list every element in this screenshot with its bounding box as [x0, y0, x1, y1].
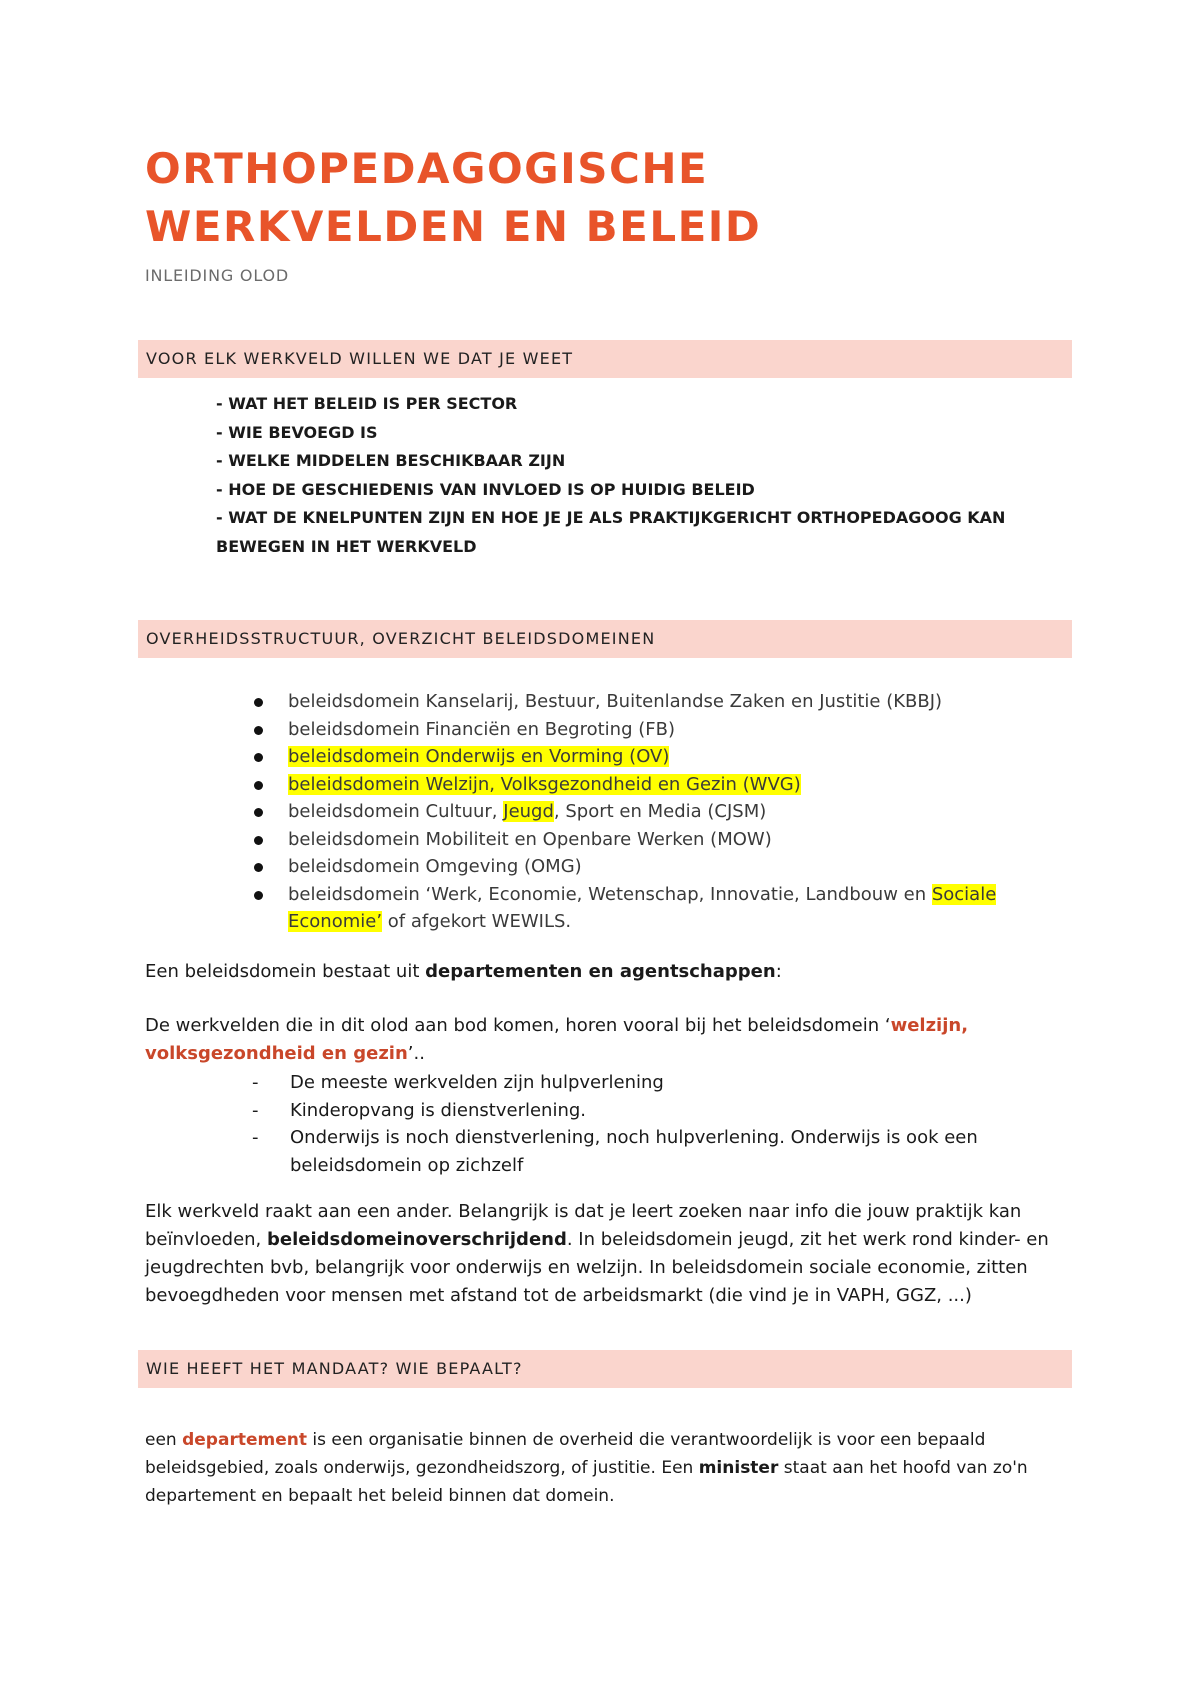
text: beïnvloeden, — [145, 1229, 268, 1250]
list-item — [250, 826, 1070, 854]
text: Een beleidsdomein bestaat uit — [145, 961, 426, 982]
text: : — [775, 961, 782, 982]
dash-marker: - — [252, 1099, 259, 1121]
highlighted-text: beleidsdomein Welzijn, Volksgezondheid en Gezin (WVG) — [288, 773, 801, 795]
list-item: BEWEGEN IN HET WERKVELD — [216, 536, 477, 556]
text-line — [145, 1454, 1075, 1482]
title-line-2: WERKVELDEN EN BELEID — [145, 202, 762, 251]
highlighted-text: beleidsdomein Onderwijs en Vorming (OV) — [288, 746, 670, 767]
list-item — [250, 853, 1070, 881]
section-heading-3: WIE HEEFT HET MANDAAT? WIE BEPAALT? — [138, 1350, 1072, 1388]
bold-text: beleidsdomeinoverschrijdend — [267, 1229, 567, 1250]
list-item: - HOE DE GESCHIEDENIS VAN INVLOED IS OP HUIDIG BELEID — [216, 479, 755, 499]
document-subtitle: INLEIDING OLOD — [145, 266, 289, 285]
section-heading-2: OVERHEIDSSTRUCTUUR, OVERZICHT BELEIDSDOMEINEN — [138, 620, 1072, 658]
text: ’.. — [407, 1043, 425, 1064]
list-item — [250, 881, 1070, 936]
bullet-icon — [254, 698, 263, 707]
text-line — [145, 1426, 1075, 1454]
title-line-1: ORTHOPEDAGOGISCHE — [145, 144, 709, 193]
emphasis-text: welzijn, — [890, 1015, 969, 1036]
text-line: jeugdrechten bvb, belangrijk voor onderwijs en welzijn. In beleidsdomein sociale economie, zitten — [145, 1257, 1028, 1278]
list-item — [250, 688, 1070, 716]
list-item: - WIE BEVOEGD IS — [216, 422, 378, 442]
item-text: , Sport en Media (CJSM) — [553, 801, 767, 822]
text-line: Elk werkveld raakt aan een ander. Belangrijk is dat je leert zoeken naar info die jouw praktijk kan — [145, 1201, 1022, 1222]
dash-marker: - — [252, 1127, 259, 1148]
paragraph-mandate — [145, 1426, 1075, 1510]
bullet-icon — [254, 863, 263, 872]
highlighted-text: Jeugd — [503, 801, 554, 822]
item-text: beleidsdomein Mobiliteit en Openbare Werken (MOW) — [288, 828, 772, 850]
item-text: beleidsdomein op zichzelf — [290, 1154, 524, 1176]
document-title — [145, 140, 761, 256]
item-text: Onderwijs is noch dienstverlening, noch hulpverlening. Onderwijs is ook een — [290, 1127, 978, 1148]
text-line: bevoegdheden voor mensen met afstand tot de arbeidsmarkt (die vind je in VAPH, GGZ, ...) — [145, 1285, 972, 1306]
bullet-icon — [254, 726, 263, 735]
text: is een organisatie binnen de overheid die verantwoordelijk is voor een bepaald — [306, 1430, 986, 1450]
text-line: departement en bepaalt het beleid binnen dat domein. — [145, 1486, 615, 1506]
text: een — [145, 1430, 183, 1450]
paragraph-werkvelden — [145, 1012, 1075, 1068]
item-text: beleidsdomein Cultuur, — [288, 801, 504, 822]
text: . In beleidsdomein jeugd, zit het werk rond kinder- en — [566, 1229, 1049, 1250]
bullet-icon — [254, 753, 263, 762]
item-text: Kinderopvang is dienstverlening. — [290, 1099, 587, 1121]
highlighted-text: Economie’ — [288, 911, 383, 932]
policy-domain-list — [250, 688, 1070, 936]
list-item — [250, 798, 1070, 826]
list-item: - WAT DE KNELPUNTEN ZIJN EN HOE JE JE ALS PRAKTIJKGERICHT ORTHOPEDAGOOG KAN — [216, 508, 1006, 527]
item-text: beleidsdomein ‘Werk, Economie, Wetenschap, Innovatie, Landbouw en — [288, 883, 932, 905]
paragraph-cross-domain — [145, 1198, 1075, 1310]
item-text: of afgekort WEWILS. — [382, 911, 572, 932]
list-item: - WAT HET BELEID IS PER SECTOR — [216, 394, 518, 413]
text-line — [145, 1226, 1075, 1254]
highlighted-text: Sociale — [931, 883, 997, 905]
item-text: beleidsdomein Omgeving (OMG) — [288, 856, 582, 877]
dash-list — [252, 1069, 1012, 1179]
bullet-icon — [254, 781, 263, 790]
list-item — [252, 1097, 1012, 1125]
list-item — [250, 716, 1070, 744]
dash-marker: - — [252, 1072, 259, 1093]
emphasis-text: departement — [182, 1430, 307, 1450]
emphasis-text: volksgezondheid en gezin — [145, 1043, 408, 1064]
section-heading-1: VOOR ELK WERKVELD WILLEN WE DAT JE WEET — [138, 340, 1072, 378]
list-item — [252, 1124, 1012, 1179]
bullet-icon — [254, 836, 263, 845]
list-item — [250, 771, 1070, 799]
requirements-list — [216, 390, 1016, 561]
item-text: beleidsdomein Kanselarij, Bestuur, Buitenlandse Zaken en Justitie (KBBJ) — [288, 691, 943, 712]
item-text: beleidsdomein Financiën en Begroting (FB) — [288, 718, 675, 740]
bullet-icon — [254, 808, 263, 817]
text: De werkvelden die in dit olod aan bod komen, horen vooral bij het beleidsdomein ‘ — [145, 1015, 891, 1036]
list-item — [252, 1069, 1012, 1097]
paragraph-departments — [145, 958, 1075, 986]
item-text: De meeste werkvelden zijn hulpverlening — [290, 1072, 664, 1093]
bold-text: minister — [698, 1458, 779, 1478]
bullet-icon — [254, 891, 263, 900]
text: staat aan het hoofd van zo'n — [778, 1458, 1028, 1478]
bold-text: departementen en agentschappen — [425, 961, 776, 982]
text: beleidsgebied, zoals onderwijs, gezondheidszorg, of justitie. Een — [145, 1458, 699, 1478]
list-item: - WELKE MIDDELEN BESCHIKBAAR ZIJN — [216, 451, 566, 470]
list-item — [250, 743, 1070, 771]
